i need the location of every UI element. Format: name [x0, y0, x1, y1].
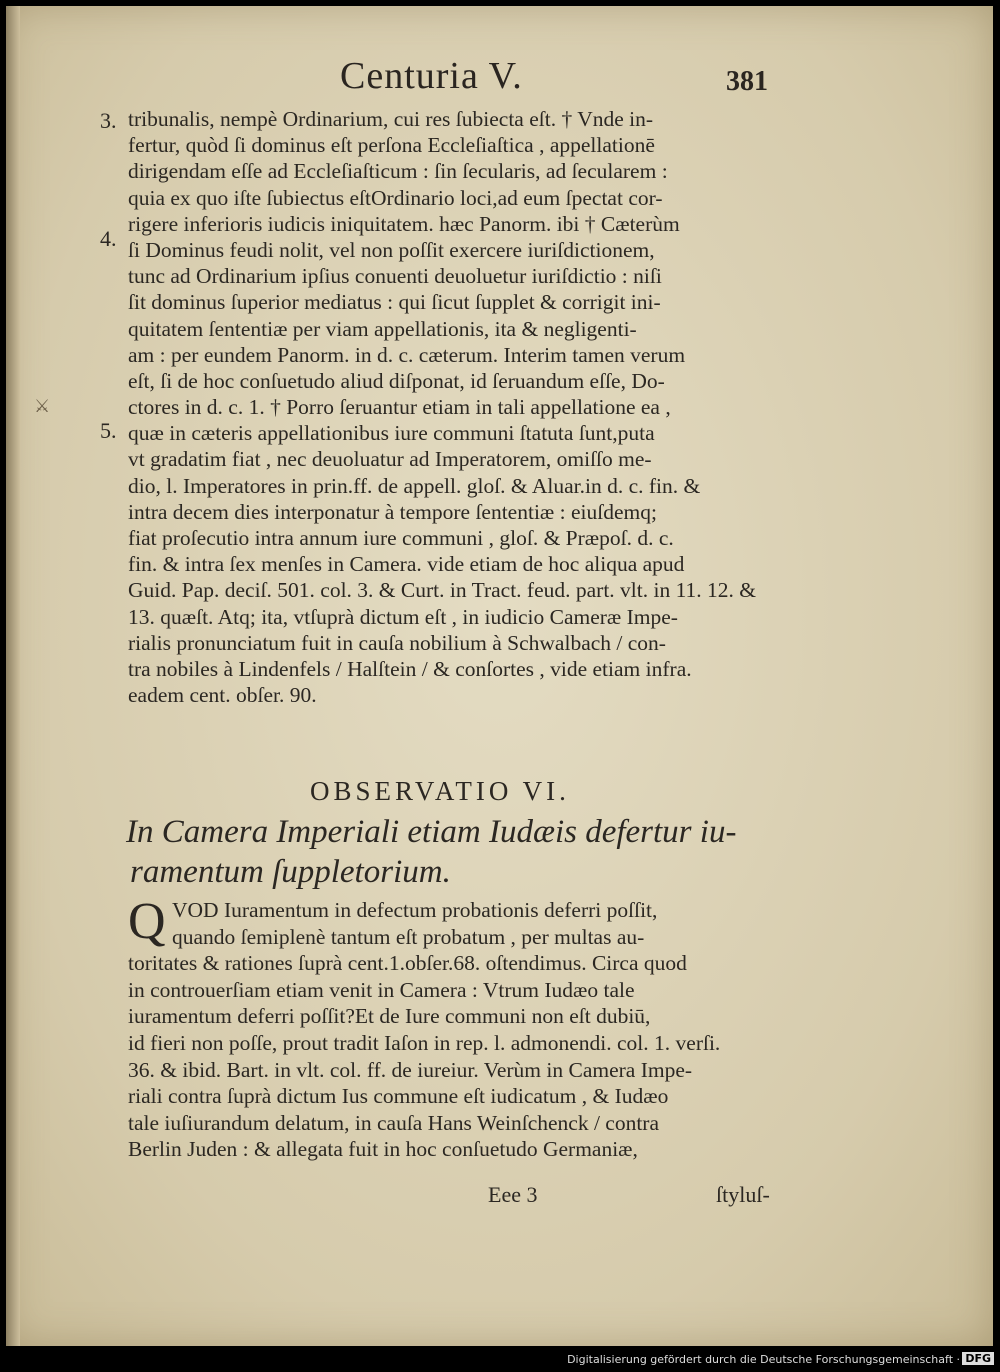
text-line: quæ in cæteris appellationibus iure communi ſtatuta ſunt,puta	[128, 421, 655, 446]
margin-number-3: 3.	[100, 108, 117, 133]
digitization-credit: Digitalisierung gefördert durch die Deutsche Forschungsgemeinschaft ·	[567, 1353, 960, 1366]
body-line: 36. & ibid. Bart. in vlt. col. ff. de iureiur. Verùm in Camera Impe-	[128, 1057, 693, 1082]
text-line: quitatem ſententiæ per viam appellationis, ita & negligenti-	[128, 316, 637, 341]
body-line: tale iuſiurandum delatum, in cauſa Hans Weinſchenck / contra	[128, 1110, 660, 1135]
body-line: id fieri non poſſe, prout tradit Iaſon in rep. l. admonendi. col. 1. verſi.	[128, 1030, 721, 1055]
drop-cap: Q	[128, 893, 166, 950]
margin-number-5: 5.	[100, 418, 117, 443]
text-line: tribunalis, nempè Ordinarium, cui res ſubiecta eſt. † Vnde in-	[128, 107, 654, 131]
margin-mark-icon: ⚔	[34, 396, 51, 416]
text-line: rialis pronunciatum fuit in cauſa nobilium à Schwalbach / con-	[128, 630, 666, 655]
page-edge	[6, 6, 20, 1346]
text-line: intra decem dies interponatur à tempore ſententiæ : eiuſdemq;	[128, 499, 657, 524]
body-line: riali contra ſuprà dictum Ius commune eſt iudicatum , & Iudæo	[128, 1084, 669, 1109]
text-line: tra nobiles à Lindenfels / Halſtein / & conſortes , vide etiam infra.	[128, 656, 692, 681]
page-header	[0, 52, 1000, 102]
text-line: eſt, ſi de hoc conſuetudo aliud diſponat, id ſeruandum eſſe, Do-	[128, 368, 665, 393]
body-line: toritates & rationes ſuprà cent.1.obſer.68. oſtendimus. Circa quod	[128, 951, 687, 976]
margin-number-4: 4.	[100, 226, 117, 251]
footer-bar	[0, 1350, 1000, 1372]
running-title: Centuria V.	[340, 55, 523, 97]
text-line: ſi Dominus feudi nolit, vel non poſſit exercere iuriſdictionem,	[128, 237, 655, 262]
text-line: fiat proſecutio intra annum iure communi , gloſ. & Præpoſ. d. c.	[128, 526, 674, 550]
text-line: fin. & intra ſex menſes in Camera. vide etiam de hoc aliqua apud	[128, 552, 685, 577]
main-text-block	[128, 106, 778, 708]
text-line: Guid. Pap. deciſ. 501. col. 3. & Curt. in Tract. feud. part. vlt. in 11. 12. &	[128, 578, 757, 603]
observation-title-line-1: In Camera Imperiali etiam Iudæis defertur iu-	[126, 814, 737, 850]
observation-body	[128, 893, 783, 1163]
text-line: vt gradatim fiat , nec deuoluatur ad Imperatorem, omiſſo me-	[128, 447, 652, 472]
text-line: dirigendam eſſe ad Eccleſiaſticum : ſin ſecularis, ad ſecularem :	[128, 159, 668, 184]
observation-title-line-2: ramentum ſuppletorium.	[130, 854, 451, 890]
body-line: in controuerſiam etiam venit in Camera : Vtrum Iudæo tale	[128, 977, 635, 1002]
body-line: Berlin Juden : & allegata fuit in hoc conſuetudo Germaniæ,	[128, 1137, 638, 1162]
body-line: iuramentum deferri poſſit?Et de Iure communi non eſt dubiū,	[128, 1004, 651, 1029]
text-line: quia ex quo iſte ſubiectus eſtOrdinario loci,ad eum ſpectat cor-	[128, 185, 663, 210]
text-line: ctores in d. c. 1. † Porro ſeruantur etiam in tali appellatione ea ,	[128, 395, 671, 420]
text-line: am : per eundem Panorm. in d. c. cæterum. Interim tamen verum	[128, 342, 686, 367]
text-line: fertur, quòd ſi dominus eſt perſona Eccleſiaſtica , appellationē	[128, 133, 655, 158]
text-line: tunc ad Ordinarium ipſius conuenti deuoluetur iuriſdictio : niſi	[128, 264, 662, 289]
text-line: eadem cent. obſer. 90.	[128, 683, 317, 708]
observation-heading: OBSERVATIO VI.	[310, 776, 570, 806]
page-number: 381	[726, 66, 768, 97]
body-line: quando ſemiplenè tantum eſt probatum , per multas au-	[172, 924, 645, 949]
catchword: ſtyluſ-	[716, 1182, 770, 1207]
text-line: 13. quæſt. Atq; ita, vtſuprà dictum eſt , in iudicio Cameræ Impe-	[128, 604, 678, 629]
dfg-logo-icon: DFG	[962, 1352, 994, 1365]
text-line: ſit dominus ſuperior mediatus : qui ſicut ſupplet & corrigit ini-	[128, 290, 661, 315]
text-line: rigere inferioris iudicis iniquitatem. hæc Panorm. ibi † Cæterùm	[128, 211, 680, 236]
signature-mark: Eee 3	[488, 1182, 538, 1207]
text-line: dio, l. Imperatores in prin.ff. de appell. gloſ. & Aluar.in d. c. fin. &	[128, 473, 701, 498]
body-line: VOD Iuramentum in defectum probationis deferri poſſit,	[172, 898, 658, 922]
